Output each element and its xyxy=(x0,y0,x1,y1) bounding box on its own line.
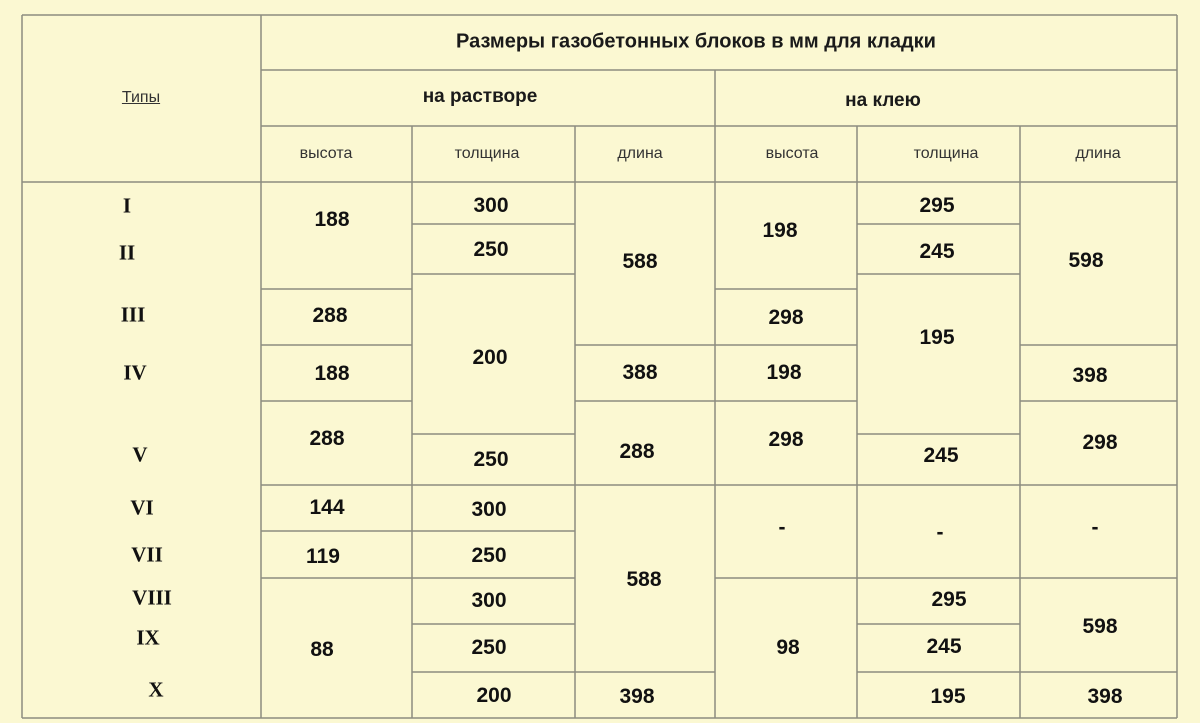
table-title: Размеры газобетонных блоков в мм для кладки xyxy=(456,30,936,53)
type-label: IX xyxy=(136,625,160,650)
mortar-thickness-cell: 250 xyxy=(471,544,507,567)
glue-thickness-header: толщина xyxy=(913,145,979,162)
glue-length-cell: 398 xyxy=(1087,685,1123,708)
glue-height-cell: 298 xyxy=(768,306,804,329)
mortar-thickness-cell: 200 xyxy=(472,346,508,369)
type-label: VIII xyxy=(132,585,172,610)
glue-height-cell: 298 xyxy=(768,428,804,451)
glue-thickness-cell: 295 xyxy=(919,194,955,217)
mortar-height-cell: 88 xyxy=(310,638,334,661)
mortar-header: на растворе xyxy=(422,86,538,107)
type-label: V xyxy=(132,442,148,467)
glue-length-cell: 598 xyxy=(1082,615,1118,638)
glue-height-cell: - xyxy=(778,516,786,539)
mortar-height-cell: 144 xyxy=(309,496,345,519)
mortar-thickness-cell: 250 xyxy=(473,238,509,261)
glue-thickness-cell: 195 xyxy=(930,685,966,708)
glue-thickness-cell: 245 xyxy=(923,444,959,467)
glue-height-cell: 198 xyxy=(766,361,802,384)
glue-length-cell: 598 xyxy=(1068,249,1104,272)
mortar-length-cell: 588 xyxy=(622,250,658,273)
mortar-thickness-header: толщина xyxy=(454,145,520,162)
mortar-height-cell: 188 xyxy=(314,362,350,385)
glue-length-header: длина xyxy=(1075,145,1121,162)
type-label: III xyxy=(120,302,146,327)
type-label: VI xyxy=(130,495,154,520)
glue-length-cell: 398 xyxy=(1072,364,1108,387)
mortar-thickness-cell: 300 xyxy=(471,589,507,612)
glue-thickness-cell: 245 xyxy=(926,635,962,658)
mortar-thickness-cell: 300 xyxy=(471,498,507,521)
type-label: X xyxy=(148,677,164,702)
glue-length-cell: - xyxy=(1091,516,1099,539)
mortar-thickness-cell: 250 xyxy=(471,636,507,659)
types-header: Типы xyxy=(121,89,161,106)
mortar-length-header: длина xyxy=(617,145,663,162)
mortar-length-cell: 588 xyxy=(626,568,662,591)
mortar-height-cell: 188 xyxy=(314,208,350,231)
mortar-height-cell: 288 xyxy=(312,304,348,327)
glue-height-cell: 98 xyxy=(776,636,800,659)
type-label: VII xyxy=(131,542,163,567)
mortar-thickness-cell: 200 xyxy=(476,684,512,707)
mortar-thickness-cell: 300 xyxy=(473,194,509,217)
mortar-height-cell: 288 xyxy=(309,427,345,450)
type-label: IV xyxy=(123,360,147,385)
type-label: I xyxy=(122,193,132,218)
mortar-length-cell: 288 xyxy=(619,440,655,463)
mortar-length-cell: 388 xyxy=(622,361,658,384)
glue-height-cell: 198 xyxy=(762,219,798,242)
mortar-height-header: высота xyxy=(299,145,353,162)
glue-thickness-cell: 245 xyxy=(919,240,955,263)
glue-height-header: высота xyxy=(765,145,819,162)
mortar-thickness-cell: 250 xyxy=(473,448,509,471)
glue-thickness-cell: - xyxy=(936,521,944,544)
glue-thickness-cell: 295 xyxy=(931,588,967,611)
type-label: II xyxy=(118,240,136,265)
mortar-height-cell: 119 xyxy=(306,545,340,568)
glue-length-cell: 298 xyxy=(1082,431,1118,454)
mortar-length-cell: 398 xyxy=(619,685,655,708)
glue-thickness-cell: 195 xyxy=(919,326,955,349)
glue-header: на клею xyxy=(845,90,921,111)
